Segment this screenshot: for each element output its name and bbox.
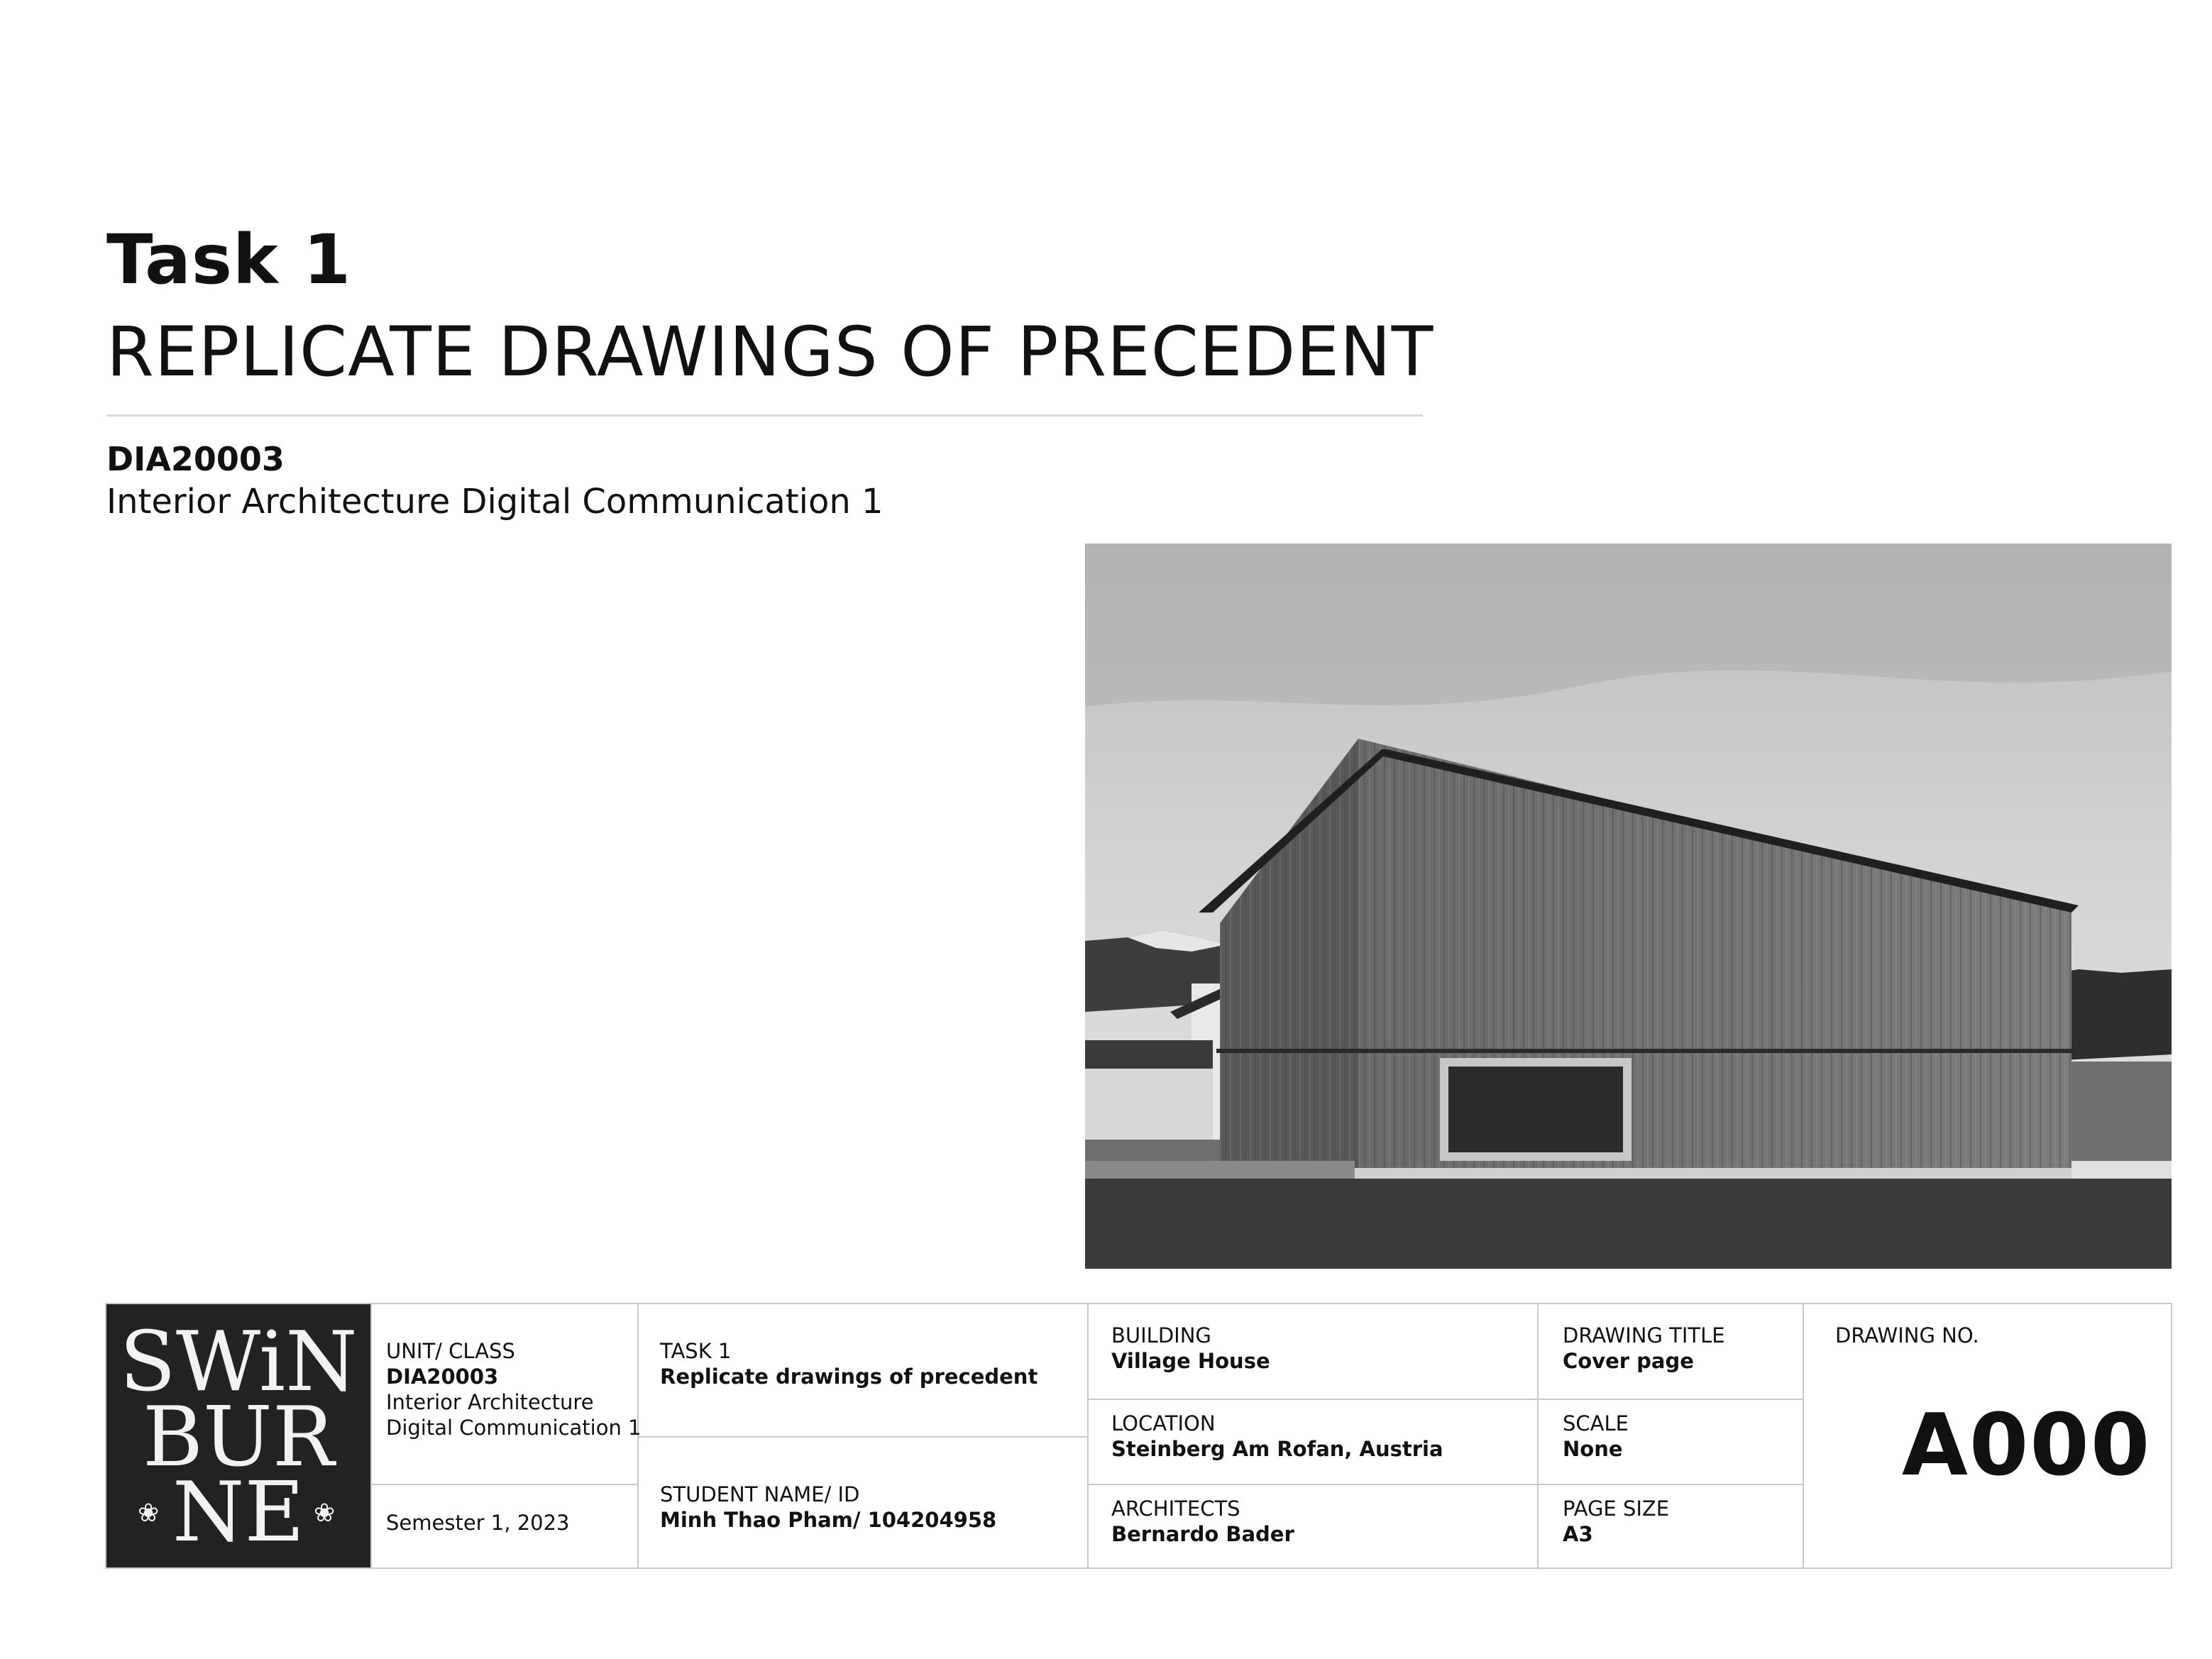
page-title: REPLICATE DRAWINGS OF PRECEDENT (106, 312, 1434, 392)
unit-block (106, 441, 884, 523)
building-cell (1111, 1323, 1270, 1374)
window-glass (1448, 1066, 1623, 1152)
scale-value: None (1563, 1437, 1623, 1461)
unit-name: Interior Architecture Digital Communication 1 (106, 481, 884, 522)
floor-band (1216, 1049, 2075, 1053)
grid-line (370, 1484, 637, 1485)
title-block (106, 220, 1434, 392)
page-size-cell (1563, 1496, 1669, 1547)
location-cell (1111, 1411, 1443, 1462)
drawing-no-value: A000 (1902, 1396, 2152, 1495)
task-value: Replicate drawings of precedent (660, 1365, 1038, 1389)
unit-class-name-1: Interior Architecture (386, 1390, 594, 1414)
architects-label: ARCHITECTS (1111, 1497, 1240, 1521)
semester-cell (386, 1510, 570, 1536)
asphalt (1085, 1179, 2172, 1269)
drawing-no-cell (1835, 1323, 1979, 1348)
semester: Semester 1, 2023 (386, 1511, 570, 1535)
grid-line (1537, 1304, 1539, 1567)
student-label: STUDENT NAME/ ID (660, 1482, 860, 1506)
page-size-value: A3 (1563, 1522, 1593, 1546)
flower-icon: ❀ (314, 1499, 336, 1528)
building-value: Village House (1111, 1349, 1270, 1373)
title-divider (106, 414, 1423, 417)
unit-class-cell (386, 1338, 642, 1440)
drawing-no-label: DRAWING NO. (1835, 1323, 1979, 1347)
scale-cell (1563, 1411, 1629, 1462)
title-bar (105, 1303, 2172, 1569)
architects-cell (1111, 1496, 1294, 1547)
flower-icon: ❀ (138, 1499, 160, 1528)
swinburne-logo (106, 1304, 370, 1567)
task-cell (660, 1338, 1038, 1389)
location-value: Steinberg Am Rofan, Austria (1111, 1437, 1443, 1461)
task-label: TASK 1 (660, 1339, 732, 1363)
logo-line-2: BUR (142, 1389, 335, 1485)
task-title: Task 1 (106, 220, 352, 299)
drawing-title-cell (1563, 1323, 1725, 1374)
grid-line (1087, 1484, 1803, 1485)
logo-line-3: NE (172, 1465, 305, 1560)
building-photo-illustration (1085, 544, 2172, 1269)
grid-line (637, 1436, 1087, 1438)
unit-code: DIA20003 (106, 440, 285, 478)
building-label: BUILDING (1111, 1323, 1211, 1347)
architects-value: Bernardo Bader (1111, 1522, 1294, 1546)
student-cell (660, 1482, 996, 1533)
unit-class-code: DIA20003 (386, 1365, 499, 1389)
unit-class-label: UNIT/ CLASS (386, 1339, 515, 1363)
grid-line (1803, 1304, 1804, 1567)
grid-line (1087, 1304, 1089, 1567)
drawing-title-label: DRAWING TITLE (1563, 1323, 1725, 1347)
student-value: Minh Thao Pham/ 104204958 (660, 1508, 997, 1532)
drawing-title-value: Cover page (1563, 1349, 1694, 1373)
logo-line-1: SWiN (119, 1314, 358, 1410)
unit-class-name-2: Digital Communication 1 (386, 1416, 642, 1440)
scale-label: SCALE (1563, 1411, 1629, 1435)
building-photo (1085, 544, 2172, 1269)
shed-roof (1085, 1040, 1213, 1069)
location-label: LOCATION (1111, 1411, 1216, 1435)
page-size-label: PAGE SIZE (1563, 1497, 1670, 1521)
path (1085, 1161, 1355, 1179)
grid-line (370, 1304, 372, 1567)
grid-line (1087, 1399, 1803, 1400)
